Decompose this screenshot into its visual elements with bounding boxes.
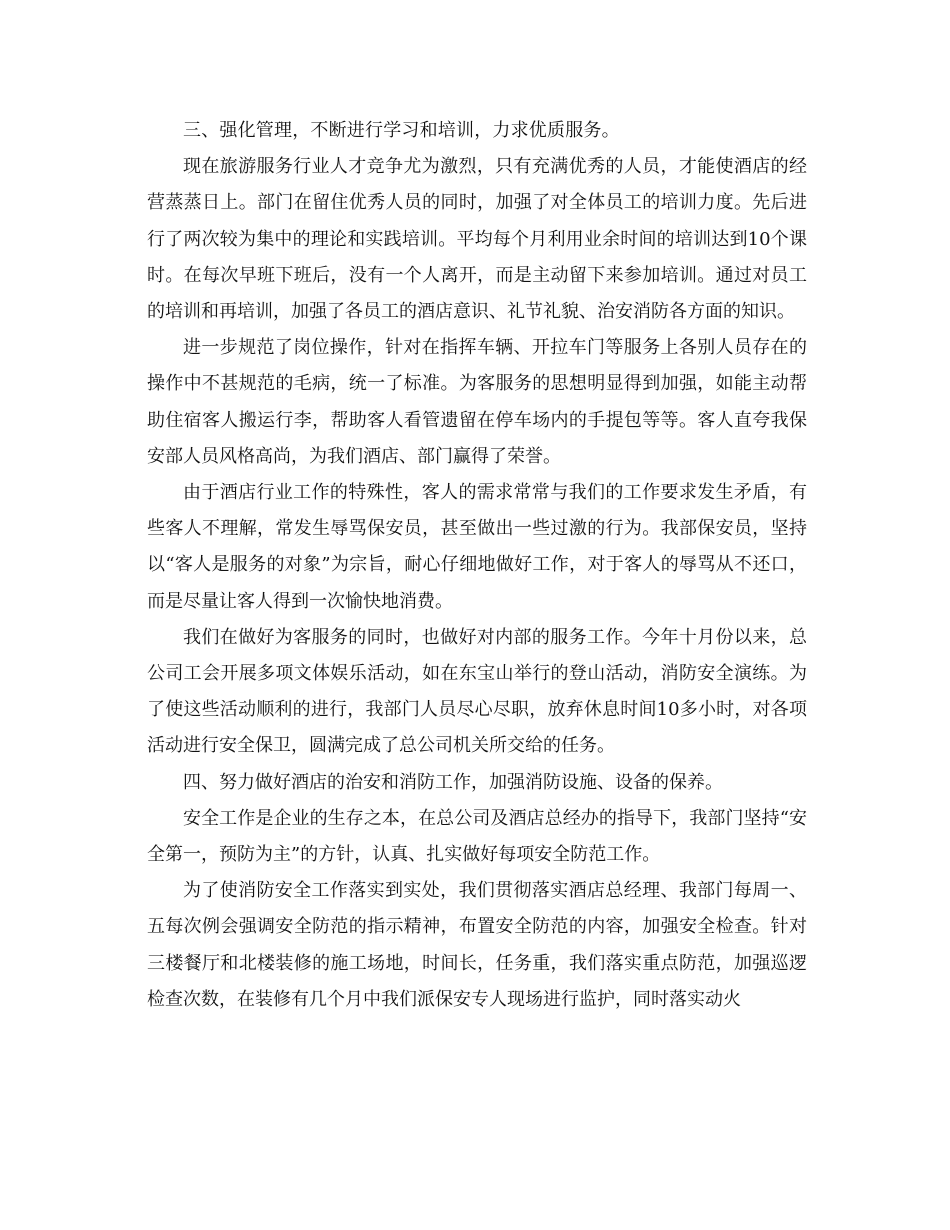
paragraph-safety-policy: 安全工作是企业的生存之本，在总公司及酒店总经办的指导下，我部门坚持“安全第一，预防为主”的方针，认真、扎实做好每项安全防范工作。 (147, 807, 807, 866)
paragraph-training: 现在旅游服务行业人才竞争尤为激烈，只有充满优秀的人员，才能使酒店的经营蒸蒸日上。部门在留住优秀人员的同时，加强了对全体员工的培训力度。先后进行了两次较为集中的理论和实践培训。平均每个月利用业余时间的培训达到10个课时。在每次早班下班后，没有一个人离开，而是主动留下来参加培训。通过对员工的培训和再培训，加强了各员工的酒店意识、礼节礼貌、治安消防各方面的知识。 (147, 156, 807, 323)
paragraph-standardization: 进一步规范了岗位操作，针对在指挥车辆、开拉车门等服务上各别人员存在的操作中不甚规范的毛病，统一了标准。为客服务的思想明显得到加强，如能主动帮助住宿客人搬运行李，帮助客人看管遗留在停车场内的手提包等等。客人直夸我保安部人员风格高尚，为我们酒店、部门赢得了荣誉。 (147, 337, 807, 467)
paragraph-fire-safety: 为了使消防安全工作落实到实处，我们贯彻落实酒店总经理、我部门每周一、五每次例会强调安全防范的指示精神，布置安全防范的内容，加强安全检查。针对三楼餐厅和北楼装修的施工场地，时间长，任务重，我们落实重点防范，加强巡逻检查次数，在装修有几个月中我们派保安专人现场进行监护，同时落实动火 (147, 880, 807, 1010)
paragraph-customer-conflict: 由于酒店行业工作的特殊性，客人的需求常常与我们的工作要求发生矛盾，有些客人不理解，常发生辱骂保安员，甚至做出一些过激的行为。我部保安员，坚持以“客人是服务的对象”为宗旨，耐心仔细地做好工作，对于客人的辱骂从不还口，而是尽量让客人得到一次愉快地消费。 (147, 482, 807, 612)
section-heading-4: 四、努力做好酒店的治安和消防工作，加强消防设施、设备的保养。 (183, 771, 723, 793)
document-body (147, 113, 807, 1018)
paragraph-internal-service: 我们在做好为客服务的同时，也做好对内部的服务工作。今年十月份以来，总公司工会开展多项文体娱乐活动，如在东宝山举行的登山活动，消防安全演练。为了使这些活动顺利的进行，我部门人员尽心尽职，放弃休息时间10多小时，对各项活动进行安全保卫，圆满完成了总公司机关所交给的任务。 (147, 626, 807, 757)
section-heading-3: 三、强化管理，不断进行学习和培训，力求优质服务。 (183, 120, 620, 141)
